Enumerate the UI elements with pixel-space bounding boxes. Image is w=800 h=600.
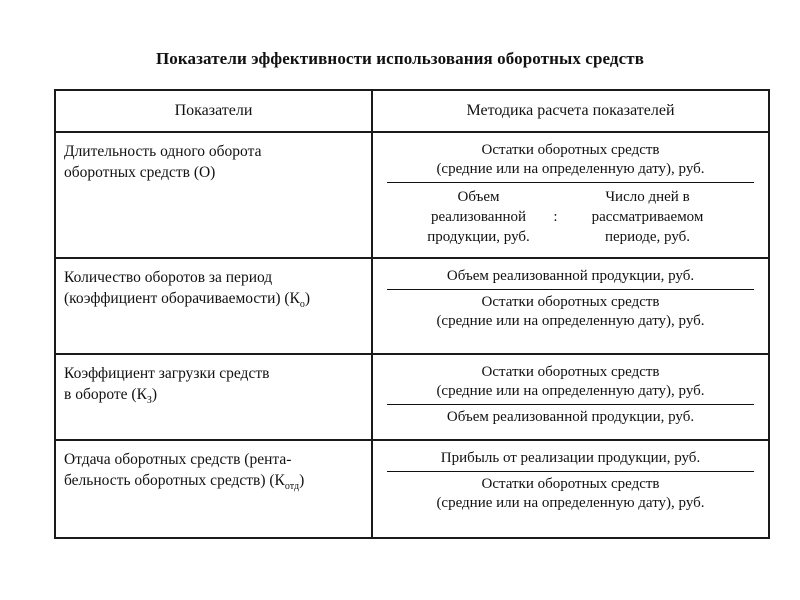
denominator-text: Остатки оборотных средств (481, 294, 660, 310)
numerator-text: Прибыль от реализации продукции, руб. (440, 450, 701, 466)
formula-denominator (381, 405, 760, 427)
numerator-text: Объем реализованной продукции, руб. (446, 268, 695, 284)
denominator-text: Объем реализованной продукции, руб. (446, 409, 695, 425)
numerator-text: Остатки оборотных средств (481, 142, 660, 158)
denominator-text: (средние или на определенную дату), руб. (436, 313, 705, 329)
denominator-text: Остатки оборотных средств (481, 476, 660, 492)
indicator-text: Отдача оборотных средств (рента- (64, 451, 292, 468)
page-title: Показатели эффективности использования оборотных средств (155, 49, 645, 68)
table-row (55, 354, 769, 440)
indicator-text: в обороте $(К_З)$ (64, 386, 158, 407)
table-row (55, 132, 769, 258)
formula-numerator (387, 141, 754, 183)
indicator-cell (55, 132, 372, 258)
formula-cell (372, 132, 769, 258)
numerator-text: (средние или на определенную дату), руб. (436, 161, 705, 177)
formula-cell (372, 258, 769, 354)
denominator-text: Объем (457, 189, 500, 205)
indicator-text: (коэффициент оборачиваемости) $(К_о)$ (64, 290, 311, 311)
indicator-text: Количество оборотов за период (64, 269, 273, 286)
denominator-right (568, 187, 728, 247)
denominator-text: (средние или на определенную дату), руб. (436, 495, 705, 511)
indicator-text: Длительность одного оборота (64, 143, 262, 160)
denominator-text: реализованной (430, 209, 527, 225)
table-header-row (55, 90, 769, 132)
denominator-left (414, 187, 544, 247)
numerator-text: Остатки оборотных средств (481, 364, 660, 380)
denominator-text: продукции, руб. (427, 229, 530, 245)
header-indicators: Показатели (55, 90, 372, 132)
formula-cell (372, 354, 769, 440)
denominator-text: рассматриваемом (591, 209, 704, 225)
indicator-cell (55, 354, 372, 440)
denominator-text: периоде, руб. (604, 229, 691, 245)
division-sign: : (553, 209, 558, 225)
formula-cell (372, 440, 769, 538)
indicator-cell (55, 258, 372, 354)
header-methodology: Методика расчета показателей (372, 90, 769, 132)
denominator-text: Число дней в (605, 189, 690, 205)
indicator-text: Коэффициент загрузки средств (64, 365, 270, 382)
formula-numerator (387, 267, 754, 290)
indicator-text: оборотных средств (О) (64, 164, 216, 181)
formula-numerator (387, 449, 754, 472)
formula-denominator (381, 290, 760, 331)
numerator-text: (средние или на определенную дату), руб. (436, 383, 705, 399)
indicators-table (54, 89, 770, 539)
indicator-cell (55, 440, 372, 538)
indicator-text: бельность оборотных средств) $(К_{отд})$ (64, 472, 305, 493)
formula-denominator (381, 183, 760, 247)
table-row (55, 258, 769, 354)
formula-denominator (381, 472, 760, 513)
table-row (55, 440, 769, 538)
formula-numerator (387, 363, 754, 405)
